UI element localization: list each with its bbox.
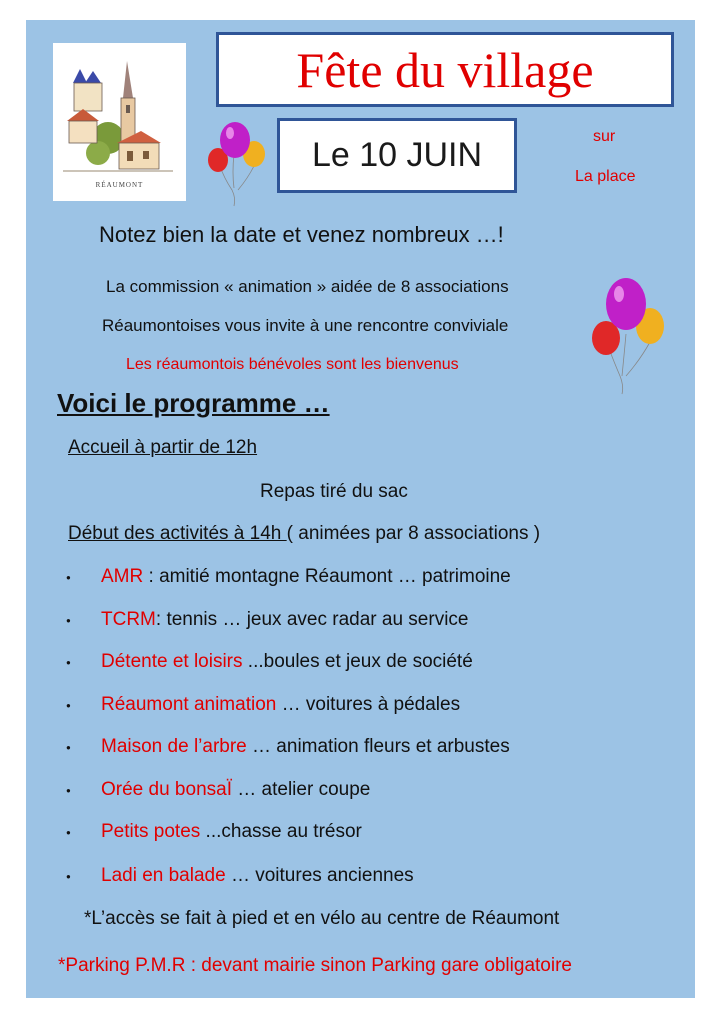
volunteers-note: Les réaumontois bénévoles sont les bienvenus [126,356,459,373]
location-label-sur: sur [593,128,616,145]
event-date: Le 10 JUIN [311,136,483,174]
meal-note: Repas tiré du sac [260,481,408,502]
activity-name: Petits potes [101,821,201,842]
activity-name: Détente et loisirs [101,651,243,672]
location-label-place: La place [575,168,636,185]
intro-line-1: La commission « animation » aidée de 8 associations [106,277,509,296]
bullet-icon: ● [66,616,71,625]
activity-desc: … voitures à pédales [276,694,461,715]
access-note: *L’accès se fait à pied et en vélo au centre de Réaumont [84,908,560,929]
bullet-icon: ● [66,786,71,795]
activity-name: TCRM [101,609,156,630]
activities-start-detail: ( animées par 8 associations ) [286,523,541,544]
program-heading: Voici le programme … [57,388,330,418]
activity-name: AMR [101,566,144,587]
tagline: Notez bien la date et venez nombreux …! [99,222,504,247]
balloons-icon [204,118,270,208]
intro-line-2: Réaumontoises vous invite à une rencontre conviviale [102,316,509,335]
activity-desc: … animation fleurs et arbustes [246,736,510,757]
village-logo [53,43,186,201]
activity-desc: ...chasse au trésor [200,821,362,842]
activities-start-time: Début des activités à 14h [68,523,287,544]
bullet-icon: ● [66,872,71,881]
welcome-time: Accueil à partir de 12h [68,437,258,458]
activity-desc: … atelier coupe [231,779,371,800]
parking-note: *Parking P.M.R : devant mairie sinon Parking gare obligatoire [58,955,572,976]
bullet-icon: ● [66,701,71,710]
logo-caption: RÉAUMONT [95,181,144,189]
activities-start [68,523,540,545]
village-drawing [53,43,186,201]
activity-desc: … voitures anciennes [225,865,414,886]
activity-desc: : tennis … jeux avec radar au service [155,609,469,630]
activity-name: Maison de l’arbre [101,736,247,757]
title-box [216,32,674,107]
balloons-icon [588,276,672,396]
page-title: Fête du village [296,41,594,98]
bullet-icon: ● [66,573,71,582]
bullet-icon: ● [66,658,71,667]
activity-name: Orée du bonsaÏ [101,779,232,800]
activity-name: Réaumont animation [101,694,277,715]
activity-desc: ...boules et jeux de société [242,651,473,672]
activity-name: Ladi en balade [101,865,226,886]
bullet-icon: ● [66,743,71,752]
date-box [277,118,517,193]
bullet-icon: ● [66,828,71,837]
activity-desc: : amitié montagne Réaumont … patrimoine [143,566,511,587]
